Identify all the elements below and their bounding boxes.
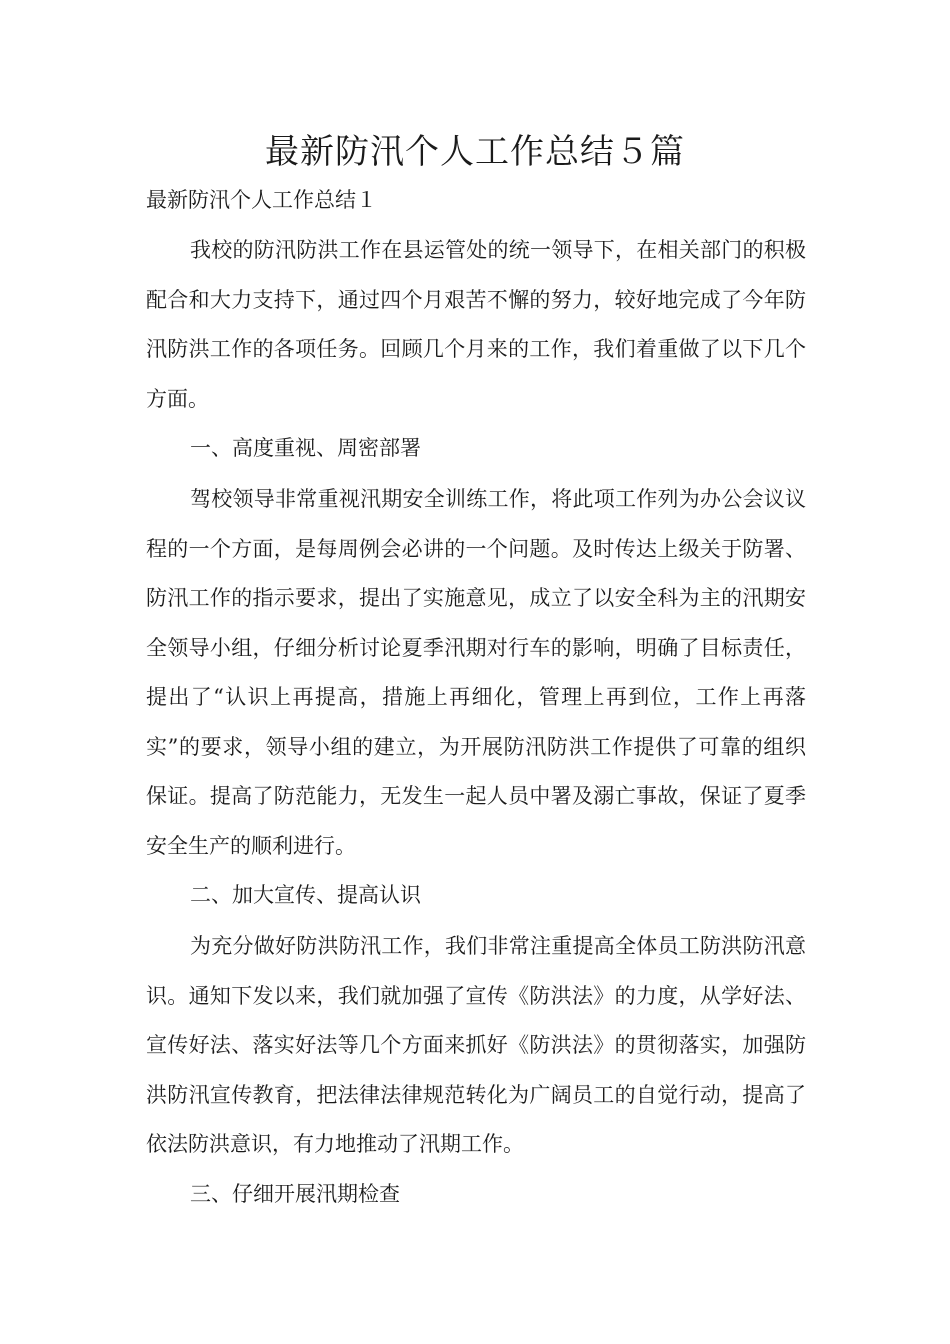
section-heading-1: 一、高度重视、周密部署	[190, 436, 421, 460]
section-subtitle: 最新防汛个人工作总结１	[146, 188, 377, 212]
paragraph-section-2: 为充分做好防洪防汛工作，我们非常注重提高全体员工防洪防汛意识。通知下发以来，我们就加强了宣传《防洪法》的力度，从学好法、宣传好法、落实好法等几个方面来抓好《防洪法》的贯彻落实，加强防洪防汛宣传教育，把法律法律规范转化为广阔员工的自觉行动，提高了依法防洪意识，有力地推动了汛期工作。	[146, 934, 806, 1156]
document-title: 最新防汛个人工作总结５篇	[265, 132, 685, 172]
paragraph-intro: 我校的防汛防洪工作在县运管处的统一领导下，在相关部门的积极配合和大力支持下，通过四个月艰苦不懈的努力，较好地完成了今年防汛防洪工作的各项任务。回顾几个月来的工作，我们着重做了以下几个方面。	[146, 238, 806, 411]
section-heading-3: 三、仔细开展汛期检查	[190, 1182, 400, 1206]
paragraph-section-1: 驾校领导非常重视汛期安全训练工作，将此项工作列为办公会议议程的一个方面，是每周例会必讲的一个问题。及时传达上级关于防署、防汛工作的指示要求，提出了实施意见，成立了以安全科为主的汛期安全领导小组，仔细分析讨论夏季汛期对行车的影响，明确了目标责任，提出了“认识上再提高，措施上再细化，管理上再到位，工作上再落实”的要求，领导小组的建立，为开展防汛防洪工作提供了可靠的组织保证。提高了防范能力，无发生一起人员中署及溺亡事故，保证了夏季安全生产的顺利进行。	[146, 487, 806, 858]
section-heading-2: 二、加大宣传、提高认识	[190, 883, 421, 907]
